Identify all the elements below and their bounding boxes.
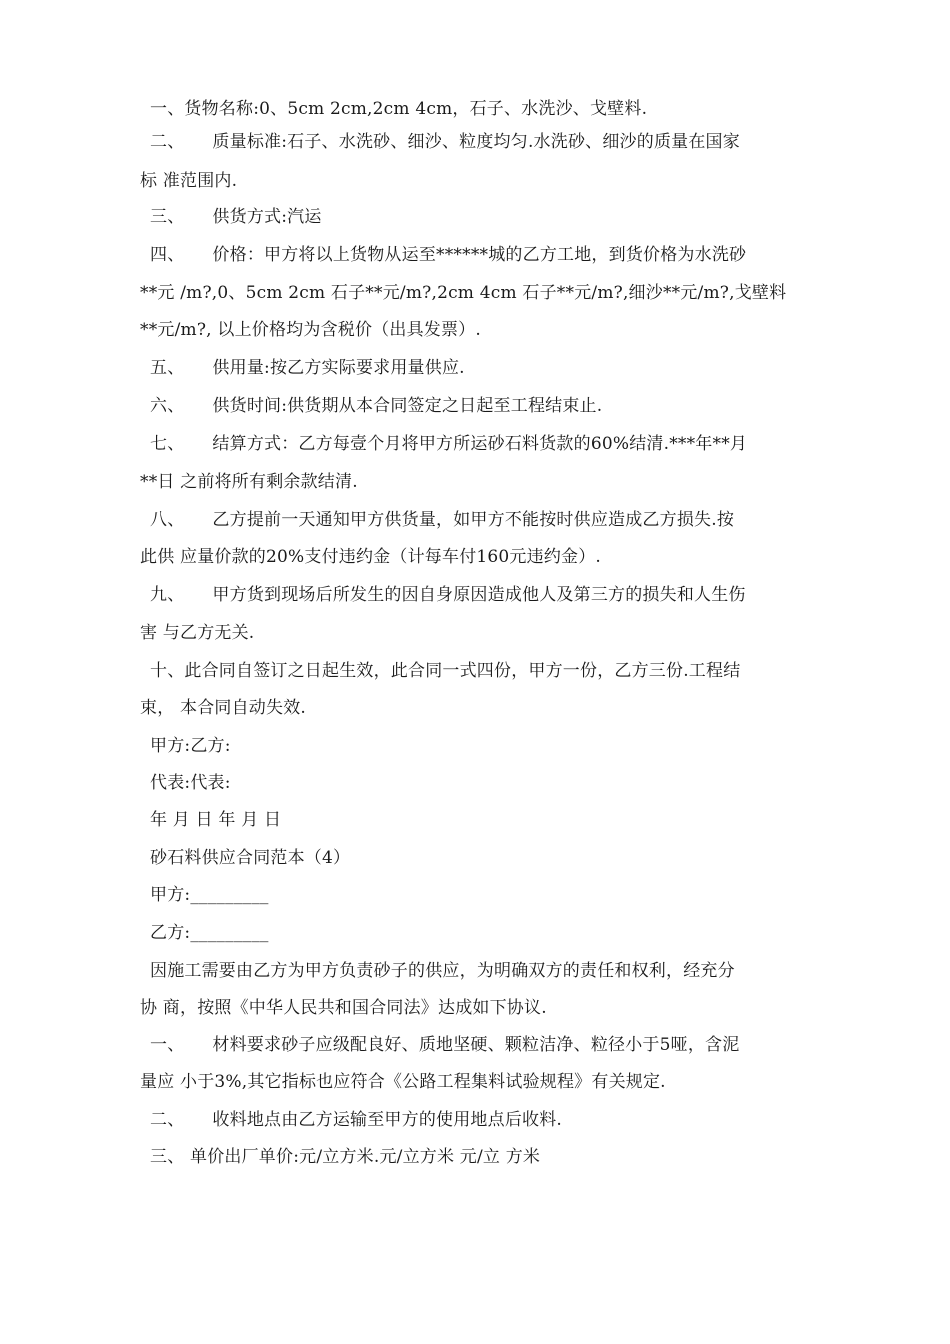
clause-7-settlement: 七、 结算方式：乙方每壹个月将甲方所运砂石料货款的60%结清.***年**月: [150, 434, 748, 454]
article-3-unit-price: 三、 单价出厂单价:元/立方米.元/立方米 元/立 方米: [150, 1147, 541, 1167]
party-b-field: 乙方:_________: [150, 923, 269, 943]
signature-dates: 年 月 日 年 月 日: [150, 810, 282, 830]
clause-3-supply-method: 三、 供货方式:汽运: [150, 207, 322, 227]
clause-10-effect-cont: 束， 本合同自动失效.: [140, 698, 307, 718]
signature-representatives: 代表:代表:: [150, 773, 231, 793]
clause-6-supply-time: 六、 供货时间:供货期从本合同签定之日起至工程结束止.: [150, 396, 603, 416]
article-1-material-cont: 量应 小于3%,其它指标也应符合《公路工程集料试验规程》有关规定.: [140, 1072, 666, 1092]
article-2-delivery: 二、 收料地点由乙方运输至甲方的使用地点后收料.: [150, 1110, 563, 1130]
clause-4-price-cont-2: **元/m?, 以上价格均为含税价（出具发票）.: [140, 320, 481, 340]
clause-8-notice-cont: 此供 应量价款的20%支付违约金（计每车付160元违约金）.: [140, 547, 602, 567]
clause-2-quality-standard: 二、 质量标准:石子、水洗砂、细沙、粒度均匀.水洗砂、细沙的质量在国家: [150, 132, 740, 152]
intro-paragraph: 因施工需要由乙方为甲方负责砂子的供应，为明确双方的责任和权利，经充分: [150, 961, 735, 981]
clause-9-liability: 九、 甲方货到现场后所发生的因自身原因造成他人及第三方的损失和人生伤: [150, 585, 746, 605]
clause-5-supply-quantity: 五、 供用量:按乙方实际要求用量供应.: [150, 358, 465, 378]
clause-8-notice: 八、 乙方提前一天通知甲方供货量，如甲方不能按时供应造成乙方损失.按: [150, 510, 735, 530]
section-title: 砂石料供应合同范本（4）: [150, 848, 351, 868]
article-1-material: 一、 材料要求砂子应级配良好、质地坚硬、颗粒洁净、粒径小于5哑，含泥: [150, 1035, 740, 1055]
clause-4-price: 四、 价格：甲方将以上货物从运至******城的乙方工地，到货价格为水洗砂: [150, 245, 747, 265]
party-a-field: 甲方:_________: [150, 885, 269, 905]
clause-7-settlement-cont: **日 之前将所有剩余款结清.: [140, 472, 358, 492]
clause-10-effect: 十、此合同自签订之日起生效，此合同一式四份，甲方一份，乙方三份.工程结: [150, 661, 741, 681]
clause-1-goods-name: 一、货物名称:0、5cm 2cm,2cm 4cm，石子、水洗沙、戈壁料.: [150, 99, 648, 119]
signature-parties: 甲方:乙方:: [150, 736, 231, 756]
clause-9-liability-cont: 害 与乙方无关.: [140, 623, 255, 643]
intro-paragraph-cont: 协 商，按照《中华人民共和国合同法》达成如下协议.: [140, 998, 547, 1018]
clause-4-price-cont-1: **元 /m?,0、5cm 2cm 石子**元/m?,2cm 4cm 石子**元/m?,细沙**元/m?,戈壁料: [140, 283, 787, 303]
clause-2-quality-standard-cont: 标 准范围内.: [140, 171, 238, 191]
